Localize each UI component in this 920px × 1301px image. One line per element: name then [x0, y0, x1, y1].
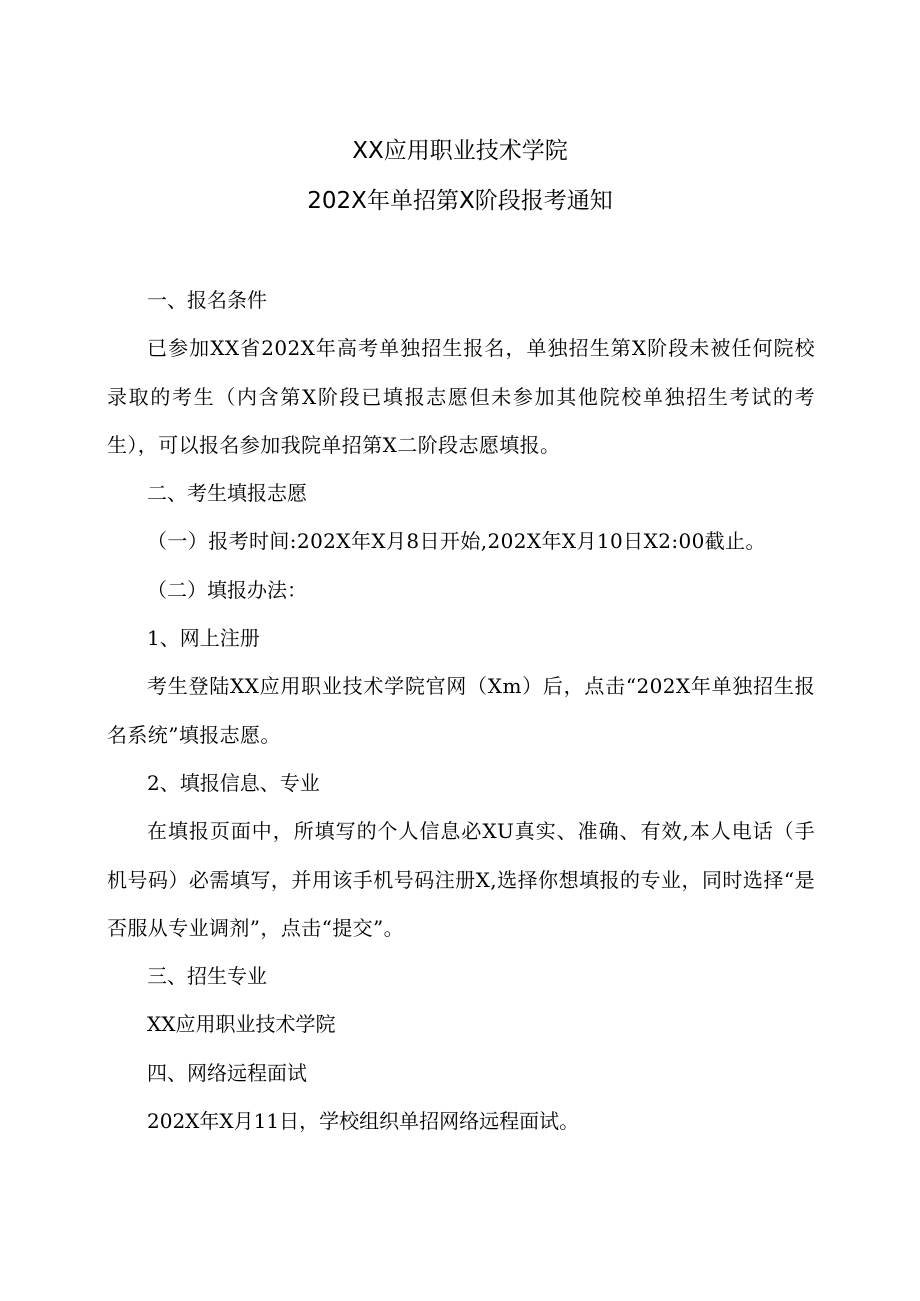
subheading-fill-info: 2、填报信息、专业	[147, 770, 320, 795]
paragraph-eligibility: 已参加XX省202X年高考单独招生报名，单独招生第X阶段未被任何院校录取的考生（内含第X阶段已填报志愿但未参加其他院校单独招生考试的考生），可以报名参加我院单招第X二阶段志愿填报。	[107, 336, 815, 457]
section-heading-registration-conditions: 一、报名条件	[147, 288, 267, 312]
paragraph-fill-info: 在填报页面中，所填写的个人信息必XU真实、准确、有效,本人电话（手机号码）必需填写，并用该手机号码注册X,选择你想填报的专业，同时选择“是否服从专业调剂”，点击“提交”。	[107, 819, 815, 940]
document-subtitle: 202X年单招第X阶段报考通知	[307, 188, 613, 214]
paragraph-online-registration: 考生登陆XX应用职业技术学院官网（Xm）后，点击“202X年单独招生报名系统”填报志愿。	[107, 674, 815, 747]
paragraph-interview-date: 202X年X月11日，学校组织单招网络远程面试。	[147, 1109, 580, 1134]
section-heading-remote-interview: 四、网络远程面试	[147, 1060, 307, 1085]
section-heading-majors: 三、招生专业	[147, 964, 267, 989]
paragraph-application-time: （一）报考时间:202X年X月8日开始,202X年X月10日X2:00截止。	[147, 529, 766, 554]
section-heading-application: 二、考生填报志愿	[147, 481, 307, 506]
subheading-application-method: （二）填报办法：	[147, 577, 307, 602]
subheading-online-registration: 1、网上注册	[147, 626, 260, 651]
document-body	[107, 276, 815, 1145]
document-title: XX应用职业技术学院	[352, 138, 568, 164]
paragraph-college-name: XX应用职业技术学院	[147, 1012, 336, 1037]
